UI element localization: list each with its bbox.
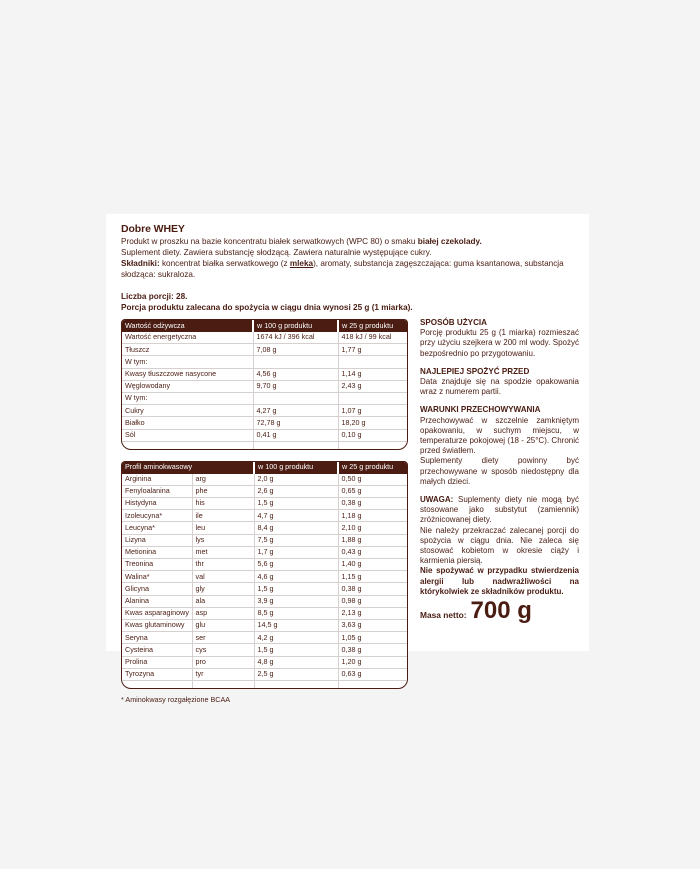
amino-cell-v25: 2,13 g (338, 607, 408, 619)
amino-cell-code: ser (192, 632, 254, 644)
amino-cell-name: Glicyna (122, 583, 192, 595)
amino-cell-name: Izoleucyna* (122, 510, 192, 522)
nutrition-cell-v100 (253, 356, 338, 368)
nutrition-cell-v25: 1,14 g (338, 368, 408, 380)
amino-cell-v25: 0,38 g (338, 498, 408, 510)
warning-section: UWAGA: Suplementy diety nie mogą być stosowane jako substytut (zamiennik) zróżnicowanej diety. Nie należy przekraczać zalecanej porcji do spożycia w ciągu dnia. Nie zaleca się stosować kobietom w okresie ciąży i karmienia piersią. Nie spożywać w przypadku stwierdzenia alergii lub nadwrażliwości na którykolwiek ze składników produktu. (420, 495, 579, 596)
amino-cell-code: his (192, 498, 254, 510)
amino-cell-code: tyr (192, 668, 254, 680)
amino-cell-v100: 3,9 g (254, 595, 338, 607)
amino-cell-v25: 1,20 g (338, 656, 408, 668)
nutrition-cell-name: Tłuszcz (122, 344, 253, 356)
bcaa-footnote: * Aminokwasy rozgałęzione BCAA (121, 694, 231, 704)
amino-row (122, 546, 408, 558)
net-weight: Masa netto: 700 g (420, 597, 532, 625)
amino-row (122, 644, 408, 656)
nutrition-cell-v25: 1,07 g (338, 405, 408, 417)
amino-cell-v100: 14,5 g (254, 619, 338, 631)
nutrition-cell-v100: 0,41 g (253, 429, 338, 441)
amino-cell-code: ala (192, 595, 254, 607)
ingredients: Składniki: koncentrat białka serwatkowego (z mleka), aromaty, substancja zagęszczająca: guma ksantanowa, substancja słodząca: sukraloza. (121, 259, 564, 279)
amino-cell-v100: 7,5 g (254, 534, 338, 546)
amino-header: Profil aminokwasowy (122, 462, 254, 474)
amino-cell-v100: 4,8 g (254, 656, 338, 668)
nutrition-row (122, 332, 408, 344)
nutrition-row (122, 417, 408, 429)
amino-row (122, 571, 408, 583)
portions-info: Liczba porcji: 28. Porcja produktu zalecana do spożycia w ciągu dnia wynosi 25 g (1 miarka). (121, 292, 413, 312)
amino-row (122, 498, 408, 510)
amino-cell-v25: 0,65 g (338, 485, 408, 497)
nutrition-row (122, 368, 408, 380)
amino-cell-v100: 2,0 g (254, 474, 338, 486)
amino-cell-name: Leucyna* (122, 522, 192, 534)
amino-cell-code: phe (192, 485, 254, 497)
amino-row (122, 595, 408, 607)
info-column (420, 318, 579, 625)
amino-cell-v25: 1,05 g (338, 632, 408, 644)
amino-cell-v25: 1,18 g (338, 510, 408, 522)
nutrition-cell-v100: 1674 kJ / 396 kcal (253, 332, 338, 344)
amino-cell-v25: 0,98 g (338, 595, 408, 607)
amino-cell-v25: 0,38 g (338, 644, 408, 656)
amino-cell-name: Arginina (125, 474, 152, 484)
nutrition-cell-name: Kwasy tłuszczowe nasycone (122, 368, 253, 380)
amino-row (122, 559, 408, 571)
nutrition-cell-v25: 0,10 g (338, 429, 408, 441)
amino-cell-v100: 2,6 g (254, 485, 338, 497)
amino-row (122, 534, 408, 546)
amino-cell-v100: 4,2 g (254, 632, 338, 644)
amino-cell-name: Kwas glutaminowy (122, 619, 192, 631)
amino-cell-code: met (192, 546, 254, 558)
nutrition-cell-name: W tym: (122, 356, 253, 368)
amino-cell-name: Alanina (122, 595, 192, 607)
amino-cell-code: leu (192, 522, 254, 534)
amino-cell-v100: 5,6 g (254, 559, 338, 571)
amino-cell-v100: 1,5 g (254, 498, 338, 510)
nutrition-row (122, 344, 408, 356)
nutrition-cell-v25: 18,20 g (338, 417, 408, 429)
amino-cell-code: arg (192, 474, 254, 486)
nutrition-cell-name: Sól (122, 429, 253, 441)
amino-row (122, 656, 408, 668)
product-description: Produkt w proszku na bazie koncentratu białek serwatkowych (WPC 80) o smaku białej czekolady. Suplement diety. Zawiera substancję słodzącą. Zawiera naturalnie występujące cukry. Składniki: koncentrat białka serwatkowego (z mleka), aromaty, substancja zagęszczająca: guma ksantanowa, substancja słodząca: sukraloza. (121, 236, 580, 280)
amino-cell-v100: 1,5 g (254, 583, 338, 595)
amino-cell-name: Fenyloalanina (122, 485, 192, 497)
amino-cell-code: asp (192, 607, 254, 619)
nutrition-cell-name: Węglowodany (122, 380, 253, 392)
nutrition-row (122, 356, 408, 368)
amino-row (122, 619, 408, 631)
amino-header: w 100 g produktu (254, 462, 338, 474)
nutrition-cell-name: Białko (122, 417, 253, 429)
amino-row (122, 510, 408, 522)
amino-cell-name: Seryna (122, 632, 192, 644)
nutrition-cell-v100: 4,56 g (253, 368, 338, 380)
nutrition-header: w 25 g produktu (338, 320, 408, 332)
amino-cell-code: cys (192, 644, 254, 656)
amino-cell-name: Metionina (122, 546, 192, 558)
amino-cell-v25: 0,50 g (338, 474, 408, 486)
amino-cell-v25: 0,38 g (338, 583, 408, 595)
amino-cell-v25: 1,88 g (338, 534, 408, 546)
amino-row (122, 632, 408, 644)
amino-cell-name: Walina* (122, 571, 192, 583)
amino-cell-code: thr (192, 559, 254, 571)
nutrition-cell-v100: 7,08 g (253, 344, 338, 356)
amino-row (122, 522, 408, 534)
amino-header: w 25 g produktu (338, 462, 408, 474)
amino-cell-name: Cysteina (122, 644, 192, 656)
best-before-section: NAJLEPIEJ SPOŻYĆ PRZED Data znajduje się na spodzie opakowania wraz z numerem partii. (420, 366, 579, 397)
amino-cell-name: Lizyna (122, 534, 192, 546)
amino-cell-name: Tyrozyna (122, 668, 192, 680)
product-label (106, 214, 589, 704)
amino-cell-v100: 8,5 g (254, 607, 338, 619)
amino-row (122, 474, 408, 486)
nutrition-cell-v25 (338, 356, 408, 368)
amino-cell-v100: 1,5 g (254, 644, 338, 656)
nutrition-cell-v25 (338, 392, 408, 404)
amino-cell-v100: 8,4 g (254, 522, 338, 534)
amino-cell-code: gly (192, 583, 254, 595)
amino-cell-name: Kwas asparaginowy (122, 607, 192, 619)
amino-cell-v25: 2,10 g (338, 522, 408, 534)
amino-cell-code: glu (192, 619, 254, 631)
amino-cell-v100: 4,6 g (254, 571, 338, 583)
storage-section: WARUNKI PRZECHOWYWANIA Przechowywać w szczelnie zamkniętym opakowaniu, w suchym miejscu, w temperaturze pokojowej (18 - 25°C). Chronić przed światłem. Suplementy diety powinny być przechowywane w sposób niedostępny dla małych dzieci. (420, 405, 579, 486)
amino-row (122, 583, 408, 595)
usage-section: SPOSÓB UŻYCIA Porcję produktu 25 g (1 miarka) rozmieszać przy użyciu szejkera w 200 ml wody. Spożyć bezpośrednio po przygotowaniu. (420, 318, 579, 358)
nutrition-header: Wartość odżywcza (122, 320, 253, 332)
nutrition-table (121, 319, 408, 450)
nutrition-cell-v100: 9,70 g (253, 380, 338, 392)
nutrition-cell-name: Wartość energetyczna (125, 332, 197, 342)
nutrition-header: w 100 g produktu (253, 320, 338, 332)
nutrition-row (122, 405, 408, 417)
nutrition-cell-v100: 4,27 g (253, 405, 338, 417)
nutrition-cell-name: Cukry (122, 405, 253, 417)
product-title: Dobre WHEY (121, 223, 185, 235)
nutrition-row (122, 380, 408, 392)
amino-cell-v25: 3,63 g (338, 619, 408, 631)
tables-column (121, 319, 408, 705)
nutrition-cell-v25: 1,77 g (338, 344, 408, 356)
amino-cell-code: lys (192, 534, 254, 546)
nutrition-cell-v25: 418 kJ / 99 kcal (338, 332, 408, 344)
amino-cell-v25: 0,63 g (338, 668, 408, 680)
net-weight-value: 700 g (470, 597, 532, 625)
amino-cell-code: pro (192, 656, 254, 668)
nutrition-cell-v25: 2,43 g (338, 380, 408, 392)
nutrition-cell-v100 (253, 392, 338, 404)
amino-cell-v25: 1,15 g (338, 571, 408, 583)
amino-cell-name: Treonina (122, 559, 192, 571)
nutrition-row (122, 429, 408, 441)
amino-cell-v100: 1,7 g (254, 546, 338, 558)
amino-cell-code: val (192, 571, 254, 583)
nutrition-cell-v100: 72,78 g (253, 417, 338, 429)
amino-cell-v25: 0,43 g (338, 546, 408, 558)
amino-cell-v100: 2,5 g (254, 668, 338, 680)
nutrition-cell-name: W tym: (122, 392, 253, 404)
amino-table (121, 461, 408, 689)
amino-cell-v25: 1,40 g (338, 559, 408, 571)
amino-cell-name: Histydyna (122, 498, 192, 510)
amino-cell-name: Prolina (122, 656, 192, 668)
amino-cell-v100: 4,7 g (254, 510, 338, 522)
amino-row (122, 607, 408, 619)
amino-cell-code: ile (192, 510, 254, 522)
amino-row (122, 668, 408, 680)
amino-row (122, 485, 408, 497)
nutrition-row (122, 392, 408, 404)
